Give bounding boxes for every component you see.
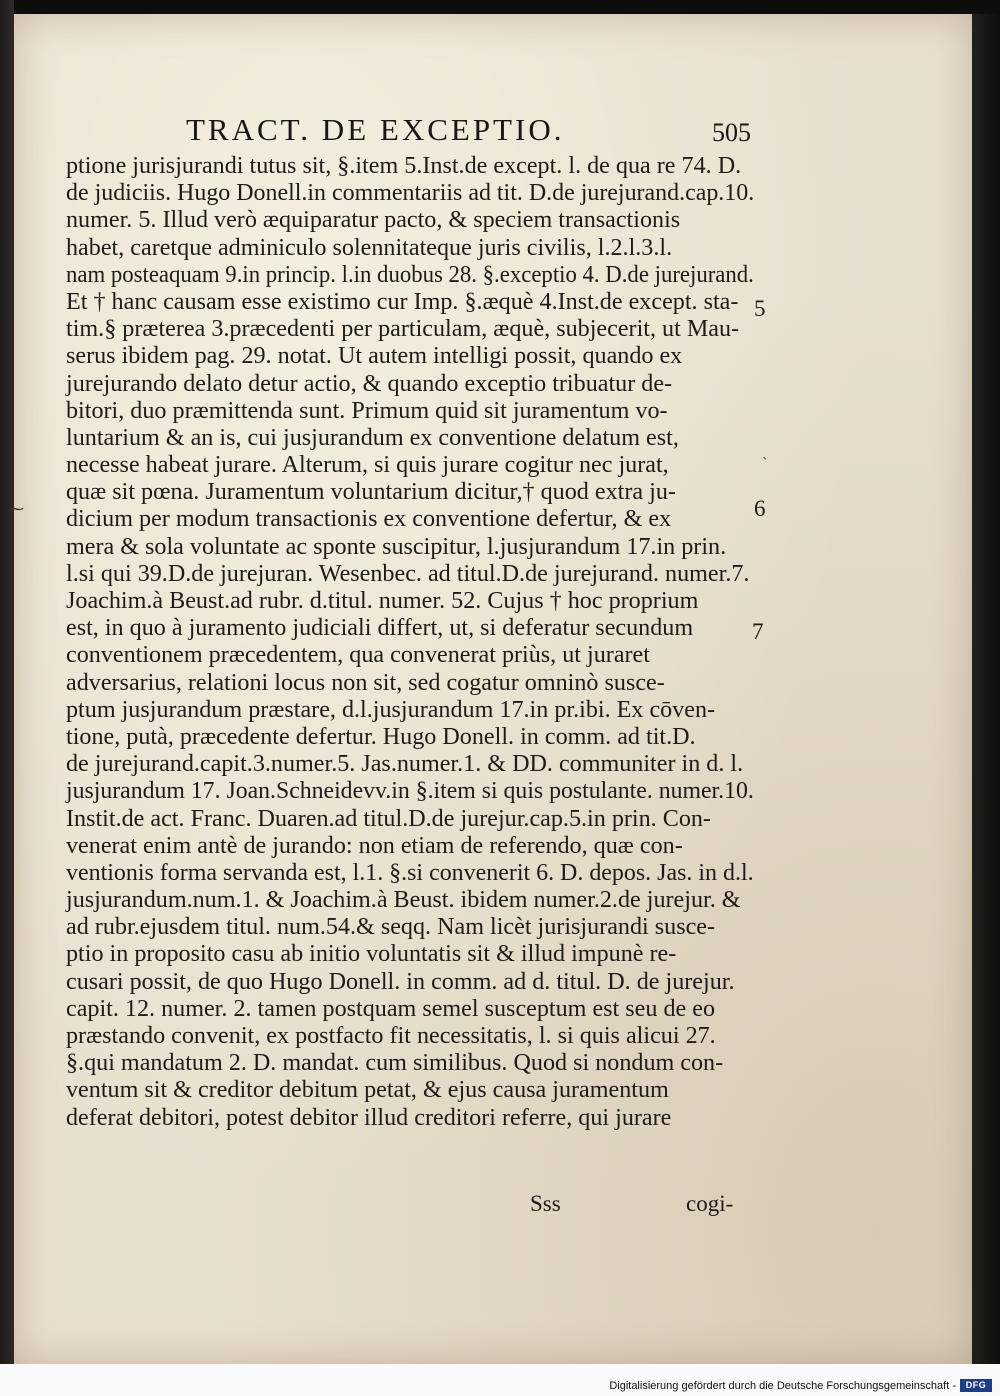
text-line: necesse habeat jurare. Alterum, si quis jurare cogitur nec jurat, <box>66 451 669 479</box>
text-line: deferat debitori, potest debitor illud creditori referre, qui jurare <box>66 1103 672 1131</box>
dfg-logo-icon: DFG <box>960 1379 992 1392</box>
text-line: dicium per modum transactionis ex conventione defertur, & ex <box>66 505 672 533</box>
text-line: conventionem præcedentem, qua convenerat priùs, ut juraret <box>66 641 650 669</box>
margin-number: 5 <box>754 296 766 321</box>
text-line: jusjurandum.num.1. & Joachim.à Beust. ibidem numer.2.de jurejur. & <box>66 886 741 914</box>
text-line: venerat enim antè de jurando: non etiam de referendo, quæ con- <box>66 831 683 859</box>
margin-number: 7 <box>752 619 764 644</box>
text-line: luntarium & an is, cui jusjurandum ex conventione delatum est, <box>66 423 679 451</box>
text-line: l.si qui 39.D.de jurejuran. Wesenbec. ad titul.D.de jurejurand. numer.7. <box>66 559 750 587</box>
margin-number: 6 <box>754 496 766 521</box>
text-line: jusjurandum 17. Joan.Schneidevv.in §.item si quis postulante. numer.10. <box>66 777 754 805</box>
text-line: præstando convenit, ex postfacto fit necessitatis, l. si quis alicui 27. <box>66 1022 716 1049</box>
text-line: Et † hanc causam esse existimo cur Imp. §.æquè 4.Inst.de except. sta- <box>66 287 739 315</box>
text-line: mera & sola voluntate ac sponte suscipitur, l.jusjurandum 17.in prin. <box>66 532 727 560</box>
signature-mark: Sss <box>530 1191 561 1216</box>
text-line: habet, caretque adminiculo solennitateque juris civilis, l.2.l.3.l. <box>66 233 673 261</box>
text-line: de judiciis. Hugo Donell.in commentariis ad tit. D.de jurejurand.cap.10. <box>66 179 755 207</box>
text-line: adversarius, relationi locus non sit, sed cogatur omninò susce- <box>66 668 665 696</box>
text-line: cusari possit, de quo Hugo Donell. in comm. ad d. titul. D. de jurejur. <box>66 967 735 995</box>
scan-border-right <box>972 14 1000 1364</box>
text-line: de jurejurand.capit.3.numer.5. Jas.numer.1. & DD. communiter in d. l. <box>66 750 744 778</box>
text-line: ptio in proposito casu ab initio voluntatis sit & illud impunè re- <box>66 940 677 968</box>
text-line: Instit.de act. Franc. Duaren.ad titul.D.de jurejur.cap.5.in prin. Con- <box>66 804 711 832</box>
ink-mark: ˴ <box>762 448 768 465</box>
text-line: bitori, duo præmittenda sunt. Primum quid sit juramentum vo- <box>66 396 668 424</box>
catchword: cogi- <box>686 1191 734 1216</box>
text-line: numer. 5. Illud verò æquiparatur pacto, & speciem transactionis <box>66 206 681 234</box>
text-line: nam posteaquam 9.in princip. l.in duobus 28. §.exceptio 4. D.de jurejurand. <box>66 260 754 288</box>
text-line: ventum sit & creditor debitum petat, & ejus causa juramentum <box>66 1076 669 1104</box>
running-head: TRACT. DE EXCEPTIO. <box>186 112 565 147</box>
text-line: §.qui mandatum 2. D. mandat. cum similibus. Quod si nondum con- <box>66 1049 724 1077</box>
ink-mark: ⁓ <box>8 501 24 518</box>
text-line: tim.§ præterea 3.præcedenti per particulam, æquè, subjecerit, ut Mau- <box>66 315 740 343</box>
text-line: quæ sit pœna. Juramentum voluntarium dicitur,† quod extra ju- <box>66 478 676 506</box>
text-line: est, in quo à juramento judiciali differt, ut, si deferatur secundum <box>66 614 694 642</box>
scan-border-left <box>0 0 14 1396</box>
body-text <box>66 152 756 1131</box>
text-line: ptum jusjurandum præstare, d.l.jusjurandum 17.in pr.ibi. Ex cōven- <box>66 695 716 723</box>
page-number: 505 <box>712 118 751 147</box>
text-line: tione, putà, præcedente defertur. Hugo Donell. in comm. ad tit.D. <box>66 722 696 750</box>
text-line: ptione jurisjurandi tutus sit, §.item 5.Inst.de except. l. de qua re 74. D. <box>66 152 742 179</box>
text-line: ad rubr.ejusdem titul. num.54.& seqq. Nam licèt jurisjurandi susce- <box>66 913 716 941</box>
text-line: capit. 12. numer. 2. tamen postquam semel susceptum est seu de eo <box>66 994 716 1022</box>
text-line: serus ibidem pag. 29. notat. Ut autem intelligi possit, quando ex <box>66 342 683 370</box>
text-line: ventionis forma servanda est, l.1. §.si convenerit 6. D. depos. Jas. in d.l. <box>66 858 754 886</box>
text-line: Joachim.à Beust.ad rubr. d.titul. numer. 52. Cujus † hoc proprium <box>66 587 699 614</box>
footer-credit: Digitalisierung gefördert durch die Deutsche Forschungsgemeinschaft - <box>609 1380 956 1392</box>
text-line: jurejurando delato detur actio, & quando exceptio tribuatur de- <box>66 369 673 397</box>
